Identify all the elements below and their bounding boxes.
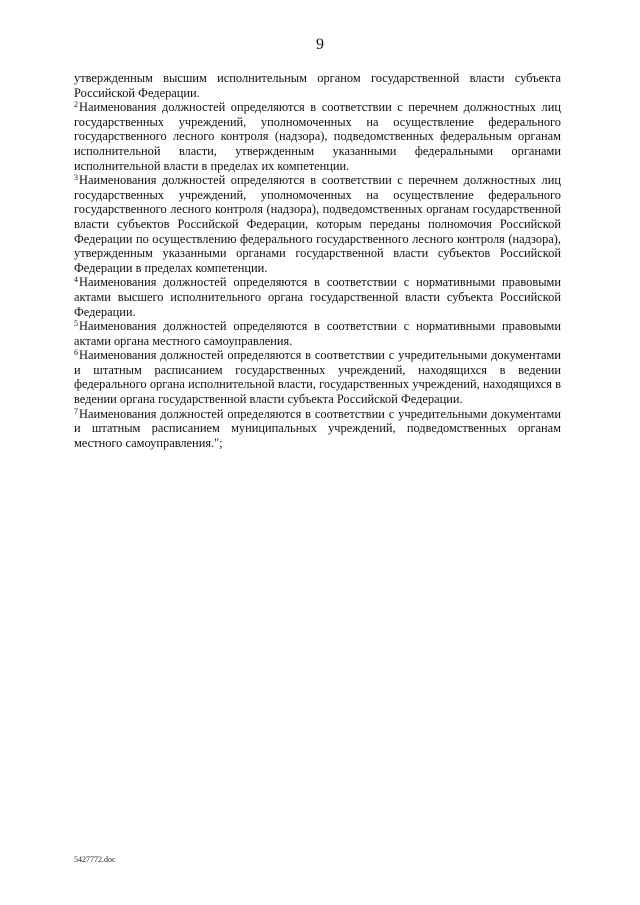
footnote-text: Наименования должностей определяются в соответствии с перечнем должностных лиц государственных учреждений, уполномоченных на осуществление федерального государственного лесного контроля (надзора), подведомственных федеральным органам исполнительной власти, утвержденным указанными федеральными органами исполнительной власти в пределах их компетенции.: [74, 100, 561, 173]
footnote-marker: 5: [74, 319, 78, 329]
footnote-5: [74, 319, 561, 348]
footnote-text: Наименования должностей определяются в соответствии с перечнем должностных лиц государственных учреждений, уполномоченных на осуществление федерального государственного лесного контроля (надзора), подведомственных органам государственной власти субъектов Российской Федерации, которым переданы полномочия Российской Федерации по осуществлению федерального государственного лесного контроля (надзора), утвержденным указанными органами государственной власти субъектов Российской Федерации в пределах компетенции.: [74, 173, 561, 275]
continuation-paragraph: утвержденным высшим исполнительным органом государственной власти субъекта Российской Федерации.: [74, 71, 561, 100]
footnote-2: [74, 100, 561, 173]
footnote-text: Наименования должностей определяются в соответствии с нормативными правовыми актами высшего исполнительного органа государственной власти субъекта Российской Федерации.: [74, 275, 561, 319]
footnote-text: Наименования должностей определяются в соответствии с нормативными правовыми актами органа местного самоуправления.: [74, 319, 561, 348]
footnote-marker: 3: [74, 173, 78, 183]
footnote-6: [74, 348, 561, 406]
document-body: [74, 71, 561, 450]
file-name-footer: 5427772.doc: [74, 855, 116, 864]
footnote-4: [74, 275, 561, 319]
footnote-marker: 4: [74, 275, 78, 285]
page-number: 9: [316, 36, 324, 53]
footnote-text: Наименования должностей определяются в соответствии с учредительными документами и штатным расписанием государственных учреждений, находящихся в ведении федерального органа исполнительной власти, государственных учреждений, находящихся в ведении органа государственной власти субъекта Российской Федерации.: [74, 348, 561, 407]
footnote-marker: 6: [74, 348, 78, 358]
footnote-3: [74, 173, 561, 275]
footnote-marker: 7: [74, 406, 78, 416]
footnote-marker: 2: [74, 100, 78, 110]
footnote-text: Наименования должностей определяются в соответствии с учредительными документами и штатным расписанием муниципальных учреждений, подведомственных органам местного самоуправления.";: [74, 406, 561, 450]
footnote-7: [74, 407, 561, 451]
